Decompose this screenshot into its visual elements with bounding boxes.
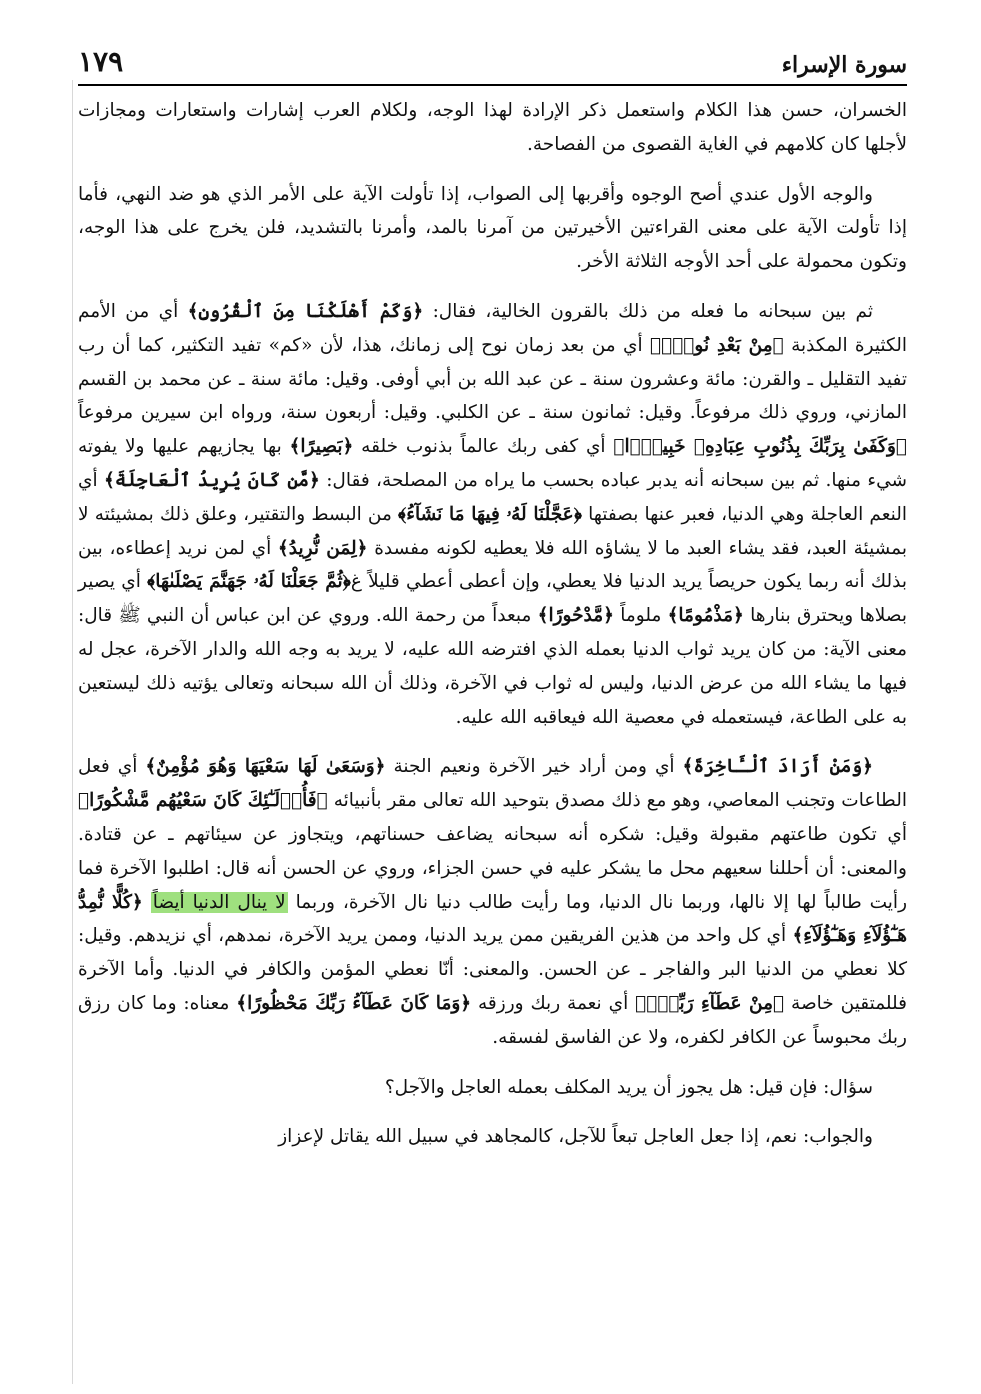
surah-title: سورة الإسراء	[781, 52, 907, 78]
paragraph	[78, 1071, 907, 1105]
text-segment: ثم بين سبحانه ما فعله من ذلك بالقرون الخالية، فقال:	[423, 300, 873, 322]
text-segment: سؤال: فإن قيل: هل يجوز أن يريد المكلف بعمله العاجل والآجل؟	[384, 1076, 873, 1098]
quran-verse: ﴿ثُمَّ جَعَلْنَا لَهُۥ جَهَنَّمَ يَصْلَىٰهَا﴾	[147, 571, 351, 593]
quran-verse: ﴿كُلًّا نُّمِدُّ هَـٰٓؤُلَآءِ وَهَـٰٓؤُلَآءِ﴾	[78, 891, 907, 947]
text-segment: من البسط والتقتير، وعلق ذلك بمشيئته لا بمشيئة العبد، فقد يشاء العبد ما لا يشاؤه الله فلا يعطيه لكونه مفسدة	[78, 503, 907, 559]
text-segment: والوجه الأول عندي أصح الوجوه وأقربها إلى الصواب، إذا تأولت الآية على الأمر الذي هو ضد النهي، فأما إذا تأولت الآية على معنى القراءتين الأخيرتين من آمرنا بالمد، وأمرنا بالتشديد، فلن يخرج على هذا الوجه، وتكون محمولة على أحد الأوجه الثلاثة الأخر.	[78, 183, 907, 273]
quran-verse: ﴿عَجَّلْنَا لَهُۥ فِيهَا مَا نَشَآءُ﴾	[398, 503, 582, 525]
highlighted-text: لا ينال الدنيا أيضاً	[152, 891, 286, 913]
quran-verse: ﴿وَكَمْ أَهْلَكْنَا مِنَ ٱلْقُرُونِ﴾	[187, 300, 424, 322]
quran-verse: ﴿مَّدْحُورًا﴾	[537, 605, 615, 627]
text-segment: مبعداً من رحمة الله. وروي عن ابن عباس أن النبي ﷺ قال: معنى الآية: من كان يريد ثواب الدنيا بعمله الذي افترضه الله عليه، لا يريد به وجه الله والدار الآخرة، عجل له فيها ما يشاء الله من عرض الدنيا، وليس له ثواب في الآخرة، وذلك أن الله سبحانه وتعالى يؤتيه ذلك ليستعين به على الطاعة، فيستعمله في معصية الله فيعاقبه الله عليه.	[78, 605, 907, 728]
quran-verse: ﴿فَأُو۟لَـٰٓئِكَ كَانَ سَعْيُهُم مَّشْكُورًا﴾	[78, 790, 328, 812]
quran-verse: ﴿وَكَفَىٰ بِرَبِّكَ بِذُنُوبِ عِبَادِهِۦ خَبِيرًۢا﴾	[613, 436, 907, 458]
quran-verse: ﴿وَسَعَىٰ لَهَا سَعْيَهَا وَهُوَ مُؤْمِنٌ﴾	[145, 756, 386, 778]
margin-line	[72, 80, 73, 1384]
text-segment: الخسران، حسن هذا الكلام واستعمل ذكر الإرادة لهذا الوجه، ولكلام العرب إشارات واستعارات ومجازات لأجلها كان كلامهم في الغاية القصوى من الفصاحة.	[78, 100, 907, 155]
text-segment: والجواب: نعم، إذا جعل العاجل تبعاً للآجل، كالمجاهد في سبيل الله يقاتل لإعزاز	[278, 1126, 873, 1148]
paragraph	[78, 750, 907, 1054]
body-text	[78, 94, 907, 1154]
text-segment: أي يصير بصلاها ويحترق بنارها	[78, 571, 907, 627]
paragraph	[78, 94, 907, 162]
page-header	[78, 28, 907, 86]
page-number: ١٧٩	[78, 45, 124, 78]
quran-verse: ﴿وَمَنْ أَرَادَ ٱلْـَٔاخِرَةَ﴾	[682, 756, 873, 778]
paragraph	[78, 295, 907, 734]
text-segment: أي نعمة ربك ورزقه	[471, 992, 636, 1014]
text-segment: ملوماً	[614, 605, 668, 627]
quran-verse: ﴿بَصِيرًا﴾	[289, 436, 354, 458]
text-segment: أي كفى ربك عالماً بذنوب خلقه	[353, 436, 614, 458]
text-segment: أي تكون طاعتهم مقبولة وقيل: شكره أنه سبحانه يضاعف حسناتهم، ويتجاوز عن سيئاتهم ـ عن قتادة. والمعنى: أن أحللنا سعيهم محل ما يشكر عليه في حسن الجزاء، وروي عن الحسن أنه قال: اطلبوا الآخرة فما رأيت طالباً لها إلا نالها، وربما نال الدنيا، وما رأيت طالب دنيا نال الآخرة، وربما	[78, 823, 907, 913]
text-segment: أي النعم العاجلة وهي الدنيا، فعبر عنها بصفتها	[78, 469, 907, 525]
text-segment: أي ومن أراد خير الآخرة ونعيم الجنة	[385, 756, 683, 778]
paragraph	[78, 1120, 907, 1154]
text-segment	[143, 892, 151, 913]
paragraph	[78, 178, 907, 279]
quran-verse: ﴿مَذْمُومًا﴾	[667, 605, 744, 627]
text-segment: أي كل واحد من هذين الفريقين ممن يريد الدنيا، وممن يريد الآخرة، نمدهم، أي نزيدهم. وقيل: كلا نعطي من الدنيا البر والفاجر ـ عن الحسن. والمعنى: أنّا نعطي المؤمن والكافر في الدنيا. وأما الآخرة فللمتقين خاصة	[78, 925, 908, 1014]
text-segment: أي من بعد زمان نوح إلى زمانك، هذا، لأن «كم» تفيد التكثير، كما أن رب تفيد التقليل ـ والقرن: مائة وعشرون سنة ـ عن عبد الله بن أبي أوفى. وقيل: مائة سنة ـ عن محمد بن القسم المازني، وروي ذلك مرفوعاً. وقيل: ثمانون سنة ـ عن الكلبي. وقيل: أربعون سنة، ورواه ابن سيرين مرفوعاً	[78, 334, 907, 424]
text-segment: أي فعل الطاعات وتجنب المعاصي، وهو مع ذلك مصدق بتوحيد الله تعالى مقر بأنبيائه	[78, 756, 907, 812]
text-segment: أي لمن نريد إعطاءه، بين بذلك أنه ربما يكون حريصاً يريد الدنيا فلا يعطي، وإن أعطى أعطي قليلاً غ	[78, 537, 907, 593]
quran-verse: ﴿مِنْ عَطَآءِ رَبِّكَۚ﴾	[635, 992, 785, 1014]
text-segment: أي من الأمم الكثيرة المكذبة	[78, 300, 907, 356]
quran-verse: ﴿مَّن كَانَ يُرِيدُ ٱلْعَاجِلَةَ﴾	[103, 469, 320, 491]
quran-verse: ﴿مِنْ بَعْدِ نُوحٍۗ﴾	[649, 334, 784, 356]
quran-verse: ﴿وَمَا كَانَ عَطَآءُ رَبِّكَ مَحْظُورًا﴾	[236, 992, 472, 1014]
quran-verse: ﴿لِمَن نُّرِيدُ﴾	[277, 537, 368, 559]
text-segment: بها يجازيهم عليها ولا يفوته شيء منها. ثم بين سبحانه أنه يدبر عباده بحسب ما يراه من المصلحة، فقال:	[78, 436, 907, 491]
text-segment: معناه: وما كان رزق ربك محبوساً عن الكافر لكفره، ولا عن الفاسق لفسقه.	[78, 992, 907, 1048]
